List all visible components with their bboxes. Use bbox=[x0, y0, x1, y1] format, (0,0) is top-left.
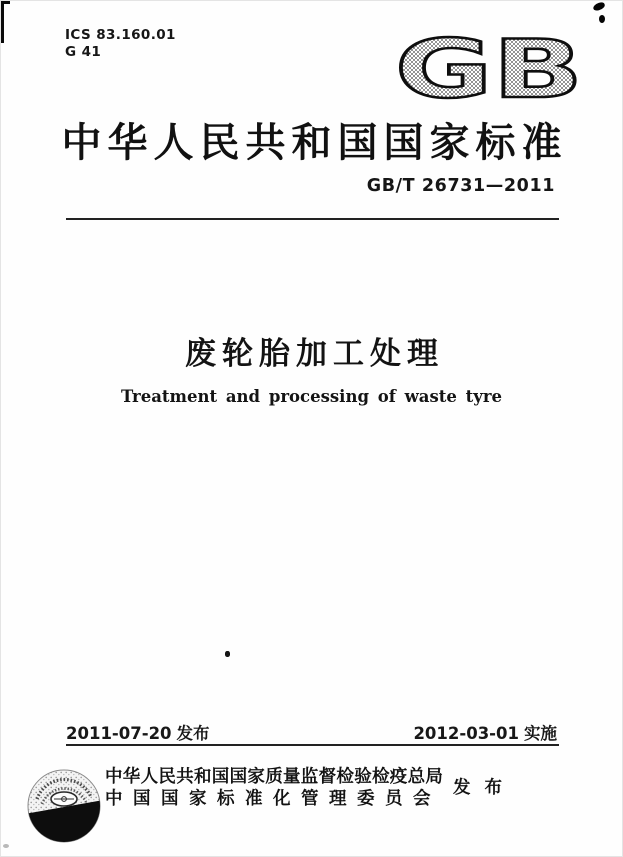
issue-date-label: 发布 bbox=[176, 724, 210, 743]
header-divider-line bbox=[66, 218, 559, 220]
gb-logo-icon bbox=[389, 31, 589, 107]
anti-counterfeit-seal-icon bbox=[25, 766, 103, 846]
issuer-organization-1: 中华人民共和国国家质量监督检验检疫总局 bbox=[105, 767, 444, 787]
scan-artifact-speck bbox=[592, 1, 606, 11]
implementation-date bbox=[413, 720, 557, 744]
publish-label: 发布 bbox=[453, 778, 516, 798]
footer-divider-line bbox=[66, 744, 559, 746]
scan-artifact-speck bbox=[3, 844, 9, 848]
ics-classification-block bbox=[65, 27, 176, 61]
implementation-date-value: 2012-03-01 bbox=[413, 724, 519, 743]
scan-artifact-corner-mark bbox=[1, 1, 4, 43]
standard-number: GB/T 26731—2011 bbox=[366, 176, 555, 196]
ics-code: ICS 83.160.01 bbox=[65, 27, 176, 43]
national-standard-heading: 中华人民共和国国家标准 bbox=[61, 119, 568, 166]
gb-logo-text: GB bbox=[395, 31, 583, 107]
document-title-english: Treatment and processing of waste tyre bbox=[120, 387, 503, 406]
scan-artifact-speck bbox=[599, 15, 605, 23]
issuer-organization-2: 中国国家标准化管理委员会 bbox=[105, 789, 441, 809]
document-title-chinese: 废轮胎加工处理 bbox=[185, 336, 444, 372]
issue-date-value: 2011-07-20 bbox=[66, 724, 172, 743]
scan-artifact-speck bbox=[225, 651, 230, 657]
scan-artifact-corner-mark bbox=[1, 1, 10, 4]
implementation-date-label: 实施 bbox=[524, 724, 557, 743]
issue-date bbox=[66, 720, 210, 744]
classification-code: G 41 bbox=[65, 44, 102, 60]
